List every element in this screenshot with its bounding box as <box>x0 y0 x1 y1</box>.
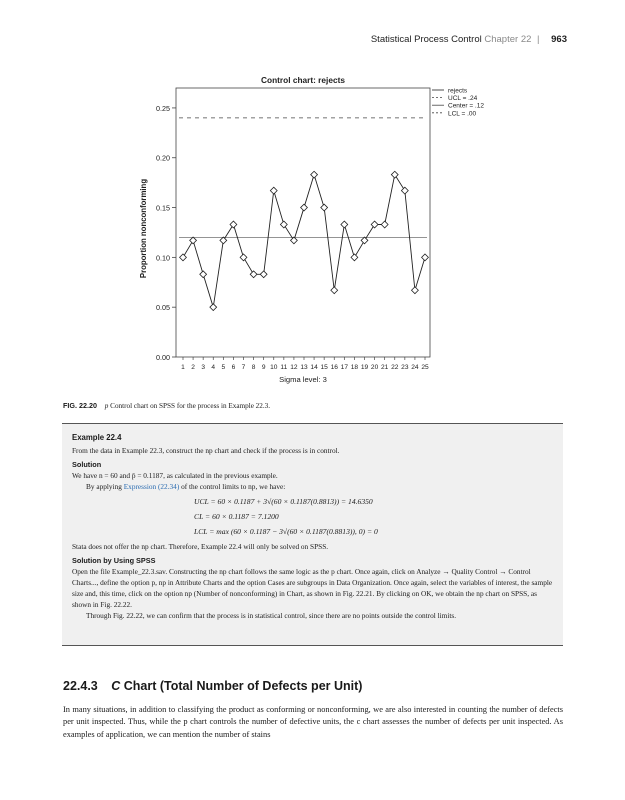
solution-line-2 <box>72 481 553 492</box>
x-tick-label: 9 <box>261 364 266 371</box>
running-head-title: Statistical Process Control <box>370 34 482 45</box>
y-tick-label: 0.15 <box>156 203 170 213</box>
solution-heading: Solution <box>72 460 102 469</box>
x-tick-label: 12 <box>290 364 298 371</box>
x-tick-label: 21 <box>380 364 389 371</box>
section-title: Chart (Total Number of Defects per Unit) <box>123 679 363 693</box>
legend-entry: Center = .12 <box>448 102 484 110</box>
solution-line-2-pre: By applying <box>86 482 122 491</box>
running-head-separator: | <box>537 34 540 45</box>
legend-entry: rejects <box>448 87 468 95</box>
section-number: 22.4.3 <box>63 679 98 693</box>
x-tick-label: 7 <box>241 364 246 371</box>
x-axis-label: Sigma level: 3 <box>279 375 327 384</box>
spss-instructions: Open the file Example_22.3.sav. Constructing the np chart follows the same logic as the p chart. Once again, click on Analyze → Quality Control → Control Charts..., define the option p, np in Attribute Charts and the option Cases are subgroups in Data Organization. Once again, select the variables of interest, the sample size and, this time, click on the option np (Number of nonconforming) in Chart, as shown in Fig. 22.21. By clicking on OK, we obtain the np chart on SPSS, as shown in Fig. 22.22. <box>72 567 553 609</box>
example-box <box>62 423 563 646</box>
x-tick-label: 18 <box>350 364 359 371</box>
x-tick-label: 11 <box>280 364 288 371</box>
x-tick-label: 8 <box>251 364 256 371</box>
x-tick-label: 25 <box>421 364 429 371</box>
x-tick-label: 14 <box>310 364 318 371</box>
running-head-chapter-number: 22 <box>520 34 532 45</box>
figure-label: FIG. 22.20 <box>63 401 97 410</box>
figure-caption <box>63 401 270 410</box>
x-tick-label: 16 <box>330 364 338 371</box>
legend-entry: UCL = .24 <box>448 95 478 103</box>
running-head-chapter-label: Chapter <box>484 34 519 45</box>
stata-note: Stata does not offer the np chart. Therefore, Example 22.4 will only be solved on SPSS. <box>72 542 329 551</box>
solution-line-1: We have n = 60 and p̄ = 0.1187, as calculated in the previous example. <box>72 471 278 480</box>
equation-ucl: UCL = 60 × 0.1187 + 3√(60 × 0.1187(0.8813)) = 14.6350 <box>194 497 373 506</box>
x-tick-label: 17 <box>340 364 349 371</box>
y-axis-label: Proportion nonconforming <box>139 178 148 279</box>
section-paragraph: In many situations, in addition to classifying the product as conforming or nonconforming, we are also interested in counting the number of defects per unit inspected. Thus, while the p chart controls the number of defective units, the c chart assesses the number of defects per unit inspected. As examples of application, we can mention the number of stains <box>63 705 563 739</box>
legend-entry: LCL = .00 <box>448 110 477 118</box>
x-tick-label: 1 <box>181 364 185 371</box>
y-tick-label: 0.00 <box>156 353 170 362</box>
x-tick-label: 10 <box>270 364 278 371</box>
section-heading <box>63 679 362 693</box>
x-tick-label: 13 <box>300 364 308 371</box>
page-number: 963 <box>551 34 567 45</box>
x-tick-label: 3 <box>201 364 206 371</box>
expression-link[interactable]: Expression (22.34) <box>123 482 180 491</box>
x-tick-label: 23 <box>401 364 409 371</box>
x-tick-label: 20 <box>370 364 379 371</box>
example-title: Example 22.4 <box>72 433 122 442</box>
y-tick-label: 0.20 <box>156 153 170 163</box>
figure-caption-italic: p <box>104 402 109 410</box>
equation-cl: CL = 60 × 0.1187 = 7.1200 <box>194 512 279 521</box>
x-tick-label: 15 <box>320 364 328 371</box>
x-tick-label: 2 <box>191 364 195 371</box>
solution-line-2-post: of the control limits to np, we have: <box>181 482 286 491</box>
x-tick-label: 22 <box>391 364 399 371</box>
y-tick-label: 0.05 <box>156 303 170 313</box>
spss-conclusion: Through Fig. 22.22, we can confirm that the process is in statistical control, since there are no points outside the control limits. <box>86 611 457 620</box>
plot-area <box>176 88 430 357</box>
x-tick-label: 24 <box>411 364 419 371</box>
y-tick-label: 0.10 <box>156 253 170 263</box>
x-tick-label: 6 <box>231 364 236 371</box>
example-statement: From the data in Example 22.3, construct the np chart and check if the process is in control. <box>72 446 340 455</box>
spss-heading: Solution by Using SPSS <box>72 556 156 565</box>
equation-lcl: LCL = max (60 × 0.1187 − 3√(60 × 0.1187(0.8813)), 0) = 0 <box>194 527 378 536</box>
x-tick-label: 5 <box>221 364 226 371</box>
chart-title: Control chart: rejects <box>261 75 345 85</box>
y-tick-label: 0.25 <box>156 103 170 113</box>
x-tick-label: 19 <box>360 364 369 371</box>
figure-caption-text: Control chart on SPSS for the process in Example 22.3. <box>110 402 271 410</box>
x-tick-label: 4 <box>211 364 216 371</box>
section-title-italic: C <box>111 679 121 693</box>
